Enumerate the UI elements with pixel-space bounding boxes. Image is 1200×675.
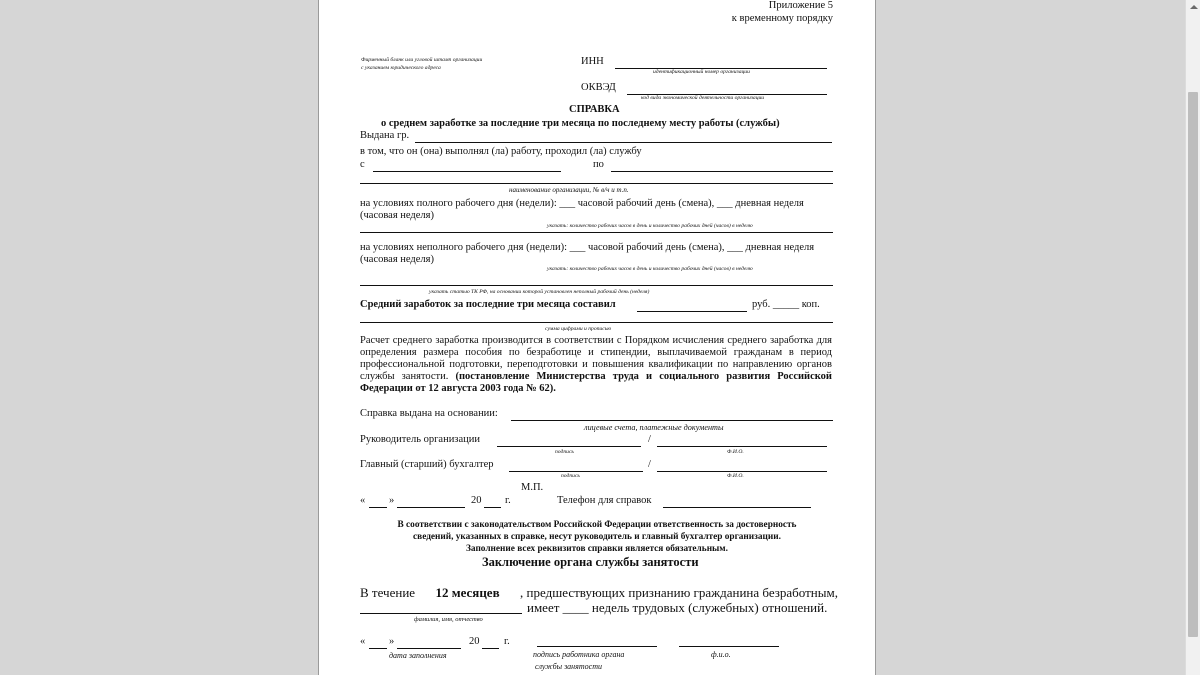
- phone-line: [663, 507, 811, 508]
- appendix-number: Приложение 5: [768, 0, 833, 11]
- month-line: [397, 507, 465, 508]
- part-time-line-2: (часовая неделя): [360, 254, 434, 265]
- calculation-text: Расчет среднего заработка производится в соответствии с Порядком исчисления среднего заработка для определения размера пособия по безработице и стипендии, выплачиваемой гражданам в период профессиональной подготовки, переподготовки и повышения квалификации по направлению органов службы занятости.: [360, 335, 832, 382]
- vertical-scrollbar[interactable]: [1185, 0, 1200, 675]
- certificate-subtitle: о среднем заработке за последние три месяца по последнему месту работы (службы): [381, 118, 780, 129]
- conclusion-pre: В течение: [360, 585, 416, 600]
- conclusion-line-2: имеет ____ недель трудовых (служебных) отношений.: [527, 600, 828, 615]
- sum-words-line: [360, 322, 833, 323]
- scroll-up-arrow-icon[interactable]: [1186, 0, 1200, 14]
- director-label: Руководитель организации: [360, 434, 480, 445]
- calculation-reference: (постановление Министерства труда и социального развития Российской Федерации от 12 августа 2003 года № 62).: [360, 371, 832, 394]
- organization-caption: наименование организации, № в/ч и т.п.: [509, 186, 629, 194]
- fill-year-prefix: 20: [469, 636, 480, 647]
- okved-label: ОКВЭД: [581, 82, 616, 93]
- stamp-caption-2: с указанием юридического адреса: [361, 65, 441, 71]
- average-earnings-line: [637, 311, 747, 312]
- worked-text: в том, что он (она) выполнял (ла) работу, проходил (ла) службу: [360, 146, 642, 157]
- notice-line-2: сведений, указанных в справке, несут руководитель и главный бухгалтер организации.: [413, 532, 781, 542]
- calculation-paragraph: [360, 335, 832, 395]
- inn-caption: идентификационный номер организации: [653, 69, 750, 75]
- conclusion-title: Заключение органа службы занятости: [482, 555, 699, 569]
- stamp-caption-1: Фирменный бланк или угловой штамп организации: [361, 57, 483, 63]
- year-suffix: г.: [505, 495, 511, 506]
- phone-label: Телефон для справок: [557, 495, 652, 506]
- employee-signature-caption-2: службы занятости: [535, 662, 602, 671]
- notice-line-1: В соответствии с законодательством Российской Федерации ответственность за достоверность: [397, 520, 797, 530]
- basis-caption: лицевые счета, платежные документы: [584, 423, 724, 432]
- scrollbar-thumb[interactable]: [1188, 92, 1198, 637]
- certificate-title: СПРАВКА: [569, 104, 620, 115]
- conclusion-period: 12 месяцев: [435, 585, 500, 600]
- date-quote-open: «: [360, 495, 366, 506]
- part-time-line-1: на условиях неполного рабочего дня (недели): ___ часовой рабочий день (смена), ___ дневная неделя: [360, 242, 815, 253]
- employee-fio-caption: ф.и.о.: [711, 650, 731, 659]
- okved-caption: код вида экономической деятельности организации: [641, 95, 765, 101]
- from-date-line: [373, 171, 561, 172]
- stamp-place: М.П.: [521, 482, 544, 493]
- rub-kop-label: руб. _____ коп.: [752, 299, 820, 310]
- fill-date-quote-close: »: [389, 636, 395, 647]
- conclusion-post: , предшествующих признанию гражданина безработным,: [520, 585, 838, 600]
- director-slash: /: [648, 434, 651, 445]
- to-label: по: [593, 159, 604, 170]
- director-fio-caption: Ф.И.О.: [727, 449, 744, 455]
- employee-fio-line: [679, 646, 779, 647]
- full-time-caption: указать: количество рабочих часов в день и количество рабочих дней (часов) в неделю: [547, 223, 753, 229]
- accountant-fio-caption: Ф.И.О.: [727, 473, 744, 479]
- accountant-label: Главный (старший) бухгалтер: [360, 459, 494, 470]
- average-earnings-label: Средний заработок за последние три месяца составил: [360, 299, 616, 310]
- inn-label: ИНН: [581, 56, 604, 67]
- conclusion-line-1: [360, 585, 838, 600]
- issued-to-line: [415, 142, 832, 143]
- document-page: [318, 0, 876, 675]
- part-time-caption: указать: количество рабочих часов в день и количество рабочих дней (часов) в неделю: [547, 266, 753, 272]
- notice-line-3: Заполнение всех реквизитов справки является обязательным.: [466, 544, 728, 554]
- article-line: [360, 285, 833, 286]
- citizen-name-line: [360, 613, 522, 614]
- year-prefix: 20: [471, 495, 482, 506]
- date-quote-close: »: [389, 495, 395, 506]
- director-signature-caption: подпись: [555, 449, 574, 455]
- organization-line: [360, 183, 833, 184]
- full-time-line-1: на условиях полного рабочего дня (недели): ___ часовой рабочий день (смена), ___ дневная неделя: [360, 198, 804, 209]
- full-time-line-2: (часовая неделя): [360, 210, 434, 221]
- full-time-extra-line: [360, 232, 833, 233]
- fill-day-line: [369, 648, 387, 649]
- sum-caption: сумма цифрами и прописью: [545, 326, 612, 332]
- citizen-name-caption: фамилия, имя, отчество: [414, 616, 483, 623]
- fill-date-caption: дата заполнения: [389, 651, 447, 660]
- fill-date-quote-open: «: [360, 636, 366, 647]
- director-fio-line: [657, 446, 827, 447]
- employee-signature-caption-1: подпись работника органа: [533, 650, 625, 659]
- issued-to-label: Выдана гр.: [360, 130, 410, 141]
- employee-signature-line: [537, 646, 657, 647]
- year-line: [484, 507, 501, 508]
- to-date-line: [611, 171, 833, 172]
- accountant-signature-caption: подпись: [561, 473, 580, 479]
- article-caption: указать статью ТК РФ, на основании которой установлен неполный рабочий день (неделя): [429, 289, 650, 295]
- director-signature-line: [497, 446, 641, 447]
- accountant-signature-line: [509, 471, 643, 472]
- accountant-fio-line: [657, 471, 827, 472]
- appendix-subtitle: к временному порядку: [731, 13, 833, 24]
- basis-line: [511, 420, 833, 421]
- basis-label: Справка выдана на основании:: [360, 408, 498, 419]
- fill-month-line: [397, 648, 461, 649]
- fill-year-suffix: г.: [504, 636, 510, 647]
- from-label: с: [360, 159, 365, 170]
- fill-year-line: [482, 648, 499, 649]
- day-line: [369, 507, 387, 508]
- accountant-slash: /: [648, 459, 651, 470]
